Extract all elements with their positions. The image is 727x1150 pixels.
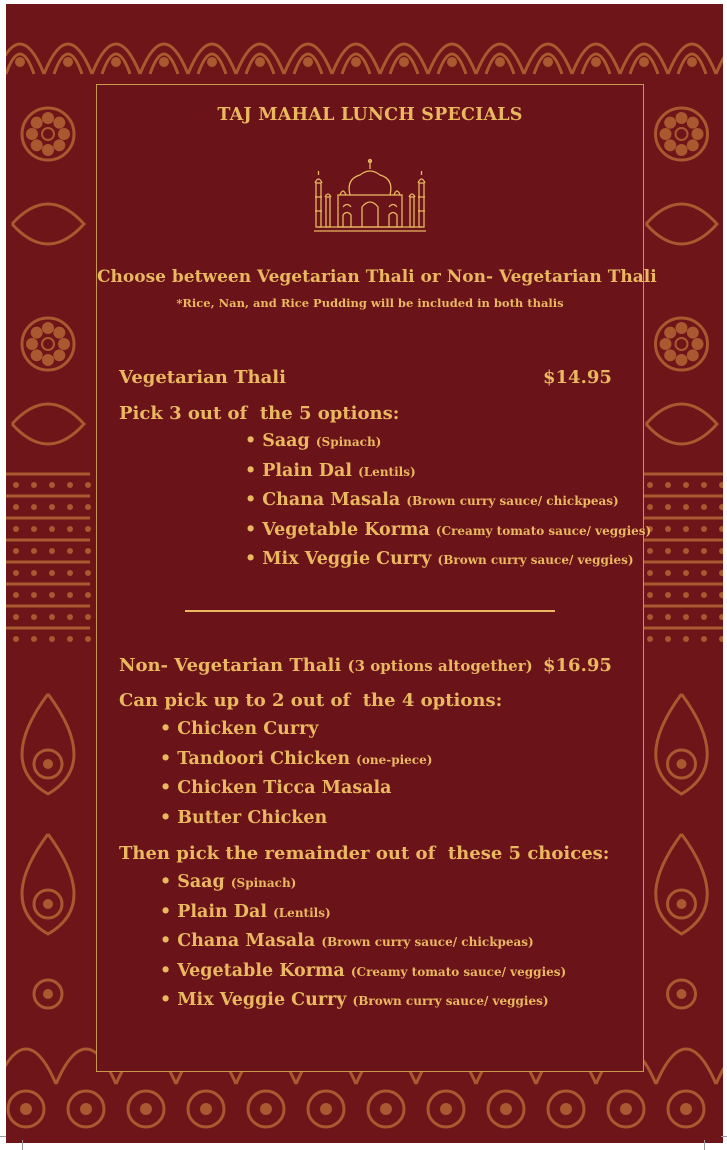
veg-option-item [245, 520, 651, 540]
item-name: Chicken Ticca Masala [177, 778, 392, 798]
veg-option-item [245, 431, 381, 451]
veg-thali-name: Vegetarian Thali [119, 367, 286, 388]
menu-sheet [6, 4, 723, 1143]
veg-option-item [245, 549, 634, 569]
item-description: (Brown curry sauce/ veggies) [352, 994, 549, 1008]
item-name: Chana Masala [262, 490, 401, 510]
nonveg-thali-price: $16.95 [543, 655, 612, 676]
item-description: (Brown curry sauce/ chickpeas) [321, 935, 534, 949]
nonveg-instruction: Can pick up to 2 out of the 4 options: [119, 690, 503, 711]
item-description: (Brown curry sauce/ veggies) [437, 553, 634, 567]
meat-option-item [160, 808, 327, 828]
bullet-icon: • [160, 990, 172, 1010]
item-name: Plain Dal [262, 460, 352, 481]
nonveg-veg-option-item [160, 931, 534, 951]
item-description: (Brown curry sauce/ chickpeas) [406, 494, 619, 508]
nonveg-thali-qualifier: (3 options altogether) [347, 657, 533, 675]
veg-option-item [245, 490, 619, 510]
bullet-icon: • [160, 931, 172, 951]
item-description: (Spinach) [315, 435, 382, 449]
item-name: Chana Masala [177, 931, 316, 951]
nonveg-thali-name: Non- Vegetarian Thali [119, 655, 342, 676]
item-name: Mix Veggie Curry [262, 549, 432, 569]
veg-instruction: Pick 3 out of the 5 options: [119, 403, 400, 424]
veg-thali-price: $14.95 [543, 367, 612, 388]
meat-option-item [160, 778, 392, 798]
crop-mark [22, 1140, 23, 1150]
item-description: (Spinach) [230, 876, 297, 890]
bullet-icon: • [160, 748, 172, 769]
item-description: (Lentils) [273, 905, 331, 920]
intro-text: Choose between Vegetarian Thali or Non- Vegetarian Thali [97, 267, 657, 287]
item-description: (Creamy tomato sauce/ veggies) [350, 964, 567, 979]
bullet-icon: • [245, 431, 257, 451]
item-name: Plain Dal [177, 901, 267, 922]
included-note: *Rice, Nan, and Rice Pudding will be included in both thalis [176, 296, 564, 310]
meat-option-item [160, 719, 318, 739]
crop-mark [704, 1140, 705, 1150]
nonveg-veg-option-item [160, 961, 566, 981]
item-name: Saag [262, 431, 310, 451]
nonveg-veg-option-item [160, 902, 331, 922]
crop-mark [0, 1136, 6, 1137]
item-name: Vegetable Korma [177, 960, 345, 981]
nonveg-veg-option-item [160, 872, 296, 892]
nonveg-instruction-2: Then pick the remainder out of these 5 choices: [119, 843, 610, 864]
bullet-icon: • [245, 490, 257, 510]
item-name: Tandoori Chicken [177, 748, 351, 769]
bullet-icon: • [160, 807, 172, 828]
item-description: (one-piece) [356, 752, 433, 767]
bullet-icon: • [160, 778, 172, 798]
item-name: Saag [177, 872, 225, 892]
bullet-icon: • [160, 719, 172, 739]
bullet-icon: • [245, 460, 257, 481]
bullet-icon: • [160, 901, 172, 922]
nonveg-thali-heading [119, 655, 533, 676]
item-name: Mix Veggie Curry [177, 990, 347, 1010]
menu-title: TAJ MAHAL LUNCH SPECIALS [217, 105, 523, 125]
item-description: (Lentils) [358, 464, 416, 479]
section-divider [185, 610, 555, 612]
menu-panel [96, 84, 657, 1072]
item-name: Vegetable Korma [262, 519, 430, 540]
veg-option-item [245, 461, 416, 481]
crop-mark [721, 1136, 727, 1137]
bullet-icon: • [245, 519, 257, 540]
bullet-icon: • [160, 872, 172, 892]
item-description: (Creamy tomato sauce/ veggies) [435, 523, 652, 538]
taj-mahal-icon [310, 155, 430, 233]
bullet-icon: • [160, 960, 172, 981]
meat-option-item [160, 749, 432, 769]
nonveg-veg-option-item [160, 990, 549, 1010]
bullet-icon: • [245, 549, 257, 569]
item-name: Chicken Curry [177, 719, 319, 739]
item-name: Butter Chicken [177, 807, 328, 828]
